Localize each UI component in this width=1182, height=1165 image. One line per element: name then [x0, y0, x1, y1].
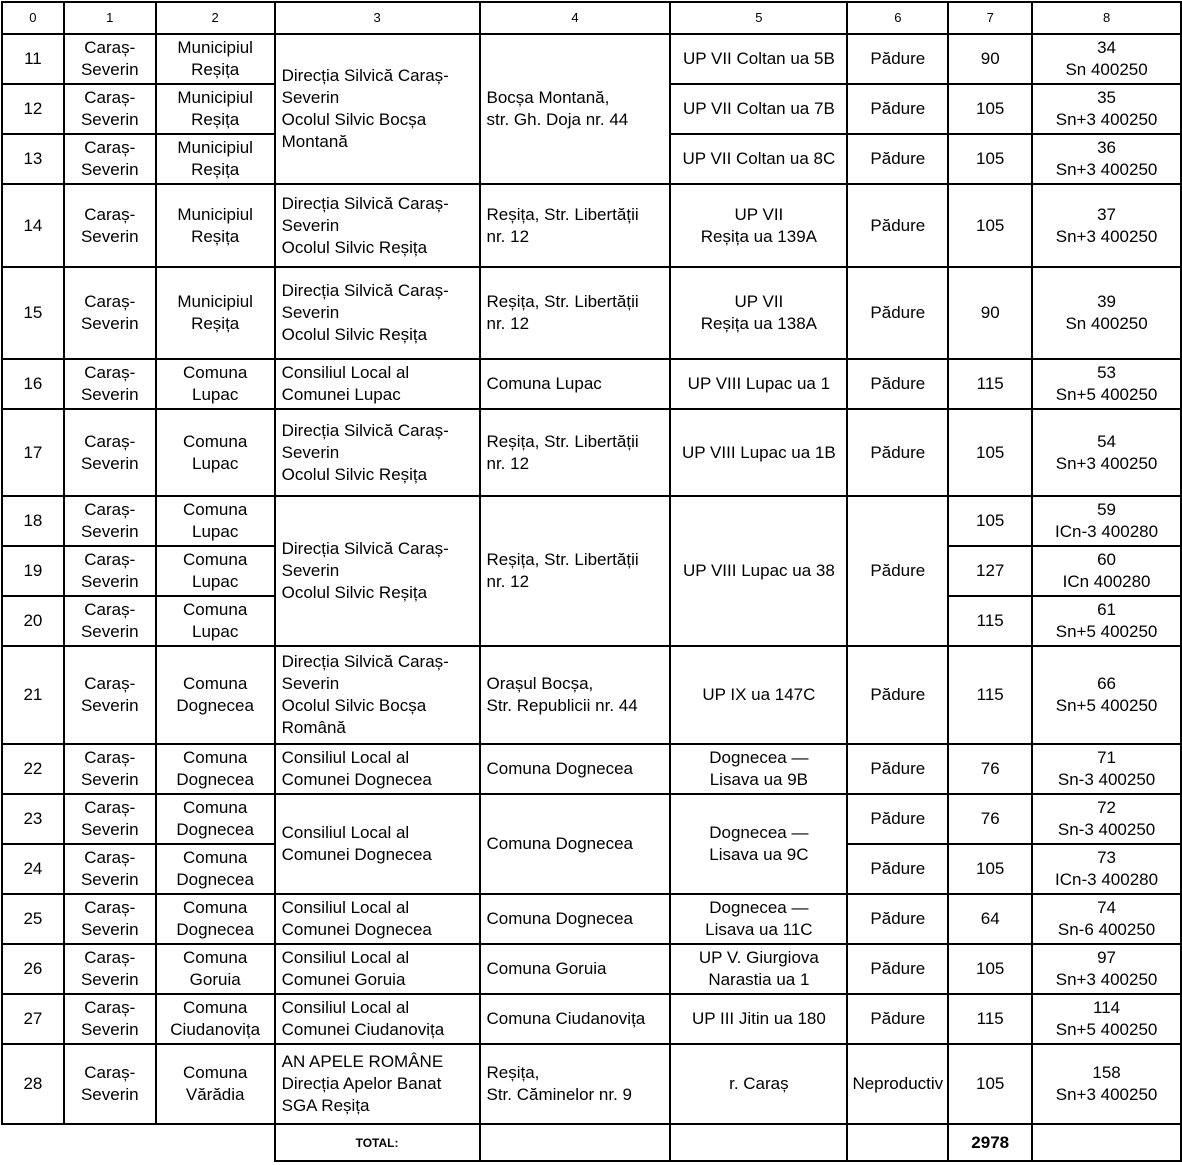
parcel-cell: UP VIII Lupac ua 38: [670, 496, 847, 646]
code-cell: 61 Sn+5 400250: [1032, 596, 1181, 646]
address-cell: Comuna Dognecea: [480, 744, 671, 794]
height-cell: 127: [948, 546, 1032, 596]
code-cell: 34 Sn 400250: [1032, 34, 1181, 84]
code-cell: 74 Sn-6 400250: [1032, 894, 1181, 944]
locality-cell: Municipiul Reșița: [156, 184, 275, 267]
code-cell: 54 Sn+3 400250: [1032, 409, 1181, 496]
code-cell: 37 Sn+3 400250: [1032, 184, 1181, 267]
code-cell: 73 ICn-3 400280: [1032, 844, 1181, 894]
address-cell: Comuna Ciudanovița: [480, 994, 671, 1044]
table-row: [2, 359, 1181, 409]
header-row: [2, 2, 1181, 34]
empty-cell: [480, 1124, 671, 1161]
county-cell: Caraș- Severin: [64, 496, 156, 546]
county-cell: Caraș- Severin: [64, 84, 156, 134]
height-cell: 76: [948, 794, 1032, 844]
height-cell: 105: [948, 84, 1032, 134]
address-cell: Comuna Goruia: [480, 944, 671, 994]
row-number: 23: [2, 794, 64, 844]
height-cell: 105: [948, 944, 1032, 994]
column-header: 7: [948, 2, 1032, 34]
locality-cell: Comuna Ciudanovița: [156, 994, 275, 1044]
administrator-cell: Consiliul Local al Comunei Dognecea: [275, 894, 480, 944]
category-cell: Pădure: [847, 844, 948, 894]
table-row: [2, 994, 1181, 1044]
administrator-cell: Direcția Silvică Caraș- Severin Ocolul Silvic Reșița: [275, 184, 480, 267]
county-cell: Caraș- Severin: [64, 944, 156, 994]
category-cell: Pădure: [847, 359, 948, 409]
county-cell: Caraș- Severin: [64, 184, 156, 267]
row-number: 27: [2, 994, 64, 1044]
column-header: 6: [847, 2, 948, 34]
category-cell: Pădure: [847, 84, 948, 134]
table-row: [2, 34, 1181, 84]
empty-cell: [670, 1124, 847, 1161]
locality-cell: Comuna Dognecea: [156, 794, 275, 844]
category-cell: Neproductiv: [847, 1044, 948, 1124]
table-row: [2, 1044, 1181, 1124]
parcel-cell: UP III Jitin ua 180: [670, 994, 847, 1044]
parcel-cell: UP VII Reșița ua 138A: [670, 267, 847, 359]
row-number: 13: [2, 134, 64, 184]
row-number: 11: [2, 34, 64, 84]
locality-cell: Municipiul Reșița: [156, 84, 275, 134]
parcel-cell: Dognecea — Lisava ua 11C: [670, 894, 847, 944]
locality-cell: Comuna Dognecea: [156, 744, 275, 794]
category-cell: Pădure: [847, 894, 948, 944]
row-number: 24: [2, 844, 64, 894]
locality-cell: Comuna Lupac: [156, 359, 275, 409]
height-cell: 105: [948, 844, 1032, 894]
address-cell: Reșița, Str. Libertății nr. 12: [480, 496, 671, 646]
administrator-cell: Consiliul Local al Comunei Dognecea: [275, 744, 480, 794]
address-cell: Reșița, Str. Libertății nr. 12: [480, 267, 671, 359]
parcel-cell: UP VII Coltan ua 5B: [670, 34, 847, 84]
row-number: 19: [2, 546, 64, 596]
total-row: [2, 1124, 1181, 1161]
county-cell: Caraș- Severin: [64, 409, 156, 496]
table-row: [2, 744, 1181, 794]
county-cell: Caraș- Severin: [64, 646, 156, 744]
land-register-table: [1, 1, 1182, 1162]
row-number: 16: [2, 359, 64, 409]
height-cell: 115: [948, 359, 1032, 409]
row-number: 17: [2, 409, 64, 496]
empty-cell: [847, 1124, 948, 1161]
administrator-cell: Direcția Silvică Caraș- Severin Ocolul Silvic Bocșa Montană: [275, 34, 480, 184]
administrator-cell: Direcția Silvică Caraș- Severin Ocolul Silvic Reșița: [275, 267, 480, 359]
code-cell: 114 Sn+5 400250: [1032, 994, 1181, 1044]
column-header: 5: [670, 2, 847, 34]
parcel-cell: UP VII Coltan ua 7B: [670, 84, 847, 134]
height-cell: 105: [948, 184, 1032, 267]
category-cell: Pădure: [847, 744, 948, 794]
administrator-cell: Direcția Silvică Caraș- Severin Ocolul Silvic Bocșa Română: [275, 646, 480, 744]
address-cell: Bocșa Montană, str. Gh. Doja nr. 44: [480, 34, 671, 184]
code-cell: 66 Sn+5 400250: [1032, 646, 1181, 744]
parcel-cell: UP V. Giurgiova Narastia ua 1: [670, 944, 847, 994]
column-header: 2: [156, 2, 275, 34]
table-row: [2, 646, 1181, 744]
column-header: 3: [275, 2, 480, 34]
category-cell: Pădure: [847, 496, 948, 646]
administrator-cell: Consiliul Local al Comunei Goruia: [275, 944, 480, 994]
code-cell: 97 Sn+3 400250: [1032, 944, 1181, 994]
locality-cell: Municipiul Reșița: [156, 267, 275, 359]
administrator-cell: AN APELE ROMÂNE Direcția Apelor Banat SGA Reșița: [275, 1044, 480, 1124]
empty-cell: [1032, 1124, 1181, 1161]
code-cell: 72 Sn-3 400250: [1032, 794, 1181, 844]
category-cell: Pădure: [847, 34, 948, 84]
address-cell: Reșița, Str. Căminelor nr. 9: [480, 1044, 671, 1124]
locality-cell: Comuna Goruia: [156, 944, 275, 994]
parcel-cell: Dognecea — Lisava ua 9B: [670, 744, 847, 794]
address-cell: Comuna Dognecea: [480, 894, 671, 944]
county-cell: Caraș- Severin: [64, 596, 156, 646]
administrator-cell: Consiliul Local al Comunei Ciudanovița: [275, 994, 480, 1044]
county-cell: Caraș- Severin: [64, 267, 156, 359]
locality-cell: Municipiul Reșița: [156, 34, 275, 84]
parcel-cell: Dognecea — Lisava ua 9C: [670, 794, 847, 894]
row-number: 26: [2, 944, 64, 994]
category-cell: Pădure: [847, 134, 948, 184]
table-row: [2, 184, 1181, 267]
locality-cell: Comuna Dognecea: [156, 646, 275, 744]
address-cell: Reșița, Str. Libertății nr. 12: [480, 184, 671, 267]
row-number: 22: [2, 744, 64, 794]
column-header: 4: [480, 2, 671, 34]
column-header: 0: [2, 2, 64, 34]
county-cell: Caraș- Severin: [64, 1044, 156, 1124]
address-cell: Comuna Lupac: [480, 359, 671, 409]
category-cell: Pădure: [847, 794, 948, 844]
row-number: 14: [2, 184, 64, 267]
code-cell: 36 Sn+3 400250: [1032, 134, 1181, 184]
empty-cell: [2, 1124, 275, 1161]
height-cell: 105: [948, 1044, 1032, 1124]
total-value: 2978: [948, 1124, 1032, 1161]
code-cell: 71 Sn-3 400250: [1032, 744, 1181, 794]
county-cell: Caraș- Severin: [64, 546, 156, 596]
category-cell: Pădure: [847, 184, 948, 267]
parcel-cell: UP IX ua 147C: [670, 646, 847, 744]
row-number: 12: [2, 84, 64, 134]
county-cell: Caraș- Severin: [64, 844, 156, 894]
locality-cell: Municipiul Reșița: [156, 134, 275, 184]
parcel-cell: r. Caraș: [670, 1044, 847, 1124]
total-label: TOTAL:: [275, 1124, 480, 1161]
category-cell: Pădure: [847, 267, 948, 359]
row-number: 15: [2, 267, 64, 359]
column-header: 8: [1032, 2, 1181, 34]
row-number: 21: [2, 646, 64, 744]
locality-cell: Comuna Lupac: [156, 409, 275, 496]
locality-cell: Comuna Dognecea: [156, 844, 275, 894]
county-cell: Caraș- Severin: [64, 994, 156, 1044]
height-cell: 105: [948, 409, 1032, 496]
table-row: [2, 894, 1181, 944]
locality-cell: Comuna Lupac: [156, 496, 275, 546]
locality-cell: Comuna Vărădia: [156, 1044, 275, 1124]
administrator-cell: Direcția Silvică Caraș- Severin Ocolul Silvic Reșița: [275, 496, 480, 646]
county-cell: Caraș- Severin: [64, 894, 156, 944]
category-cell: Pădure: [847, 646, 948, 744]
row-number: 25: [2, 894, 64, 944]
address-cell: Comuna Dognecea: [480, 794, 671, 894]
height-cell: 90: [948, 34, 1032, 84]
parcel-cell: UP VIII Lupac ua 1B: [670, 409, 847, 496]
table-row: [2, 496, 1181, 546]
table-row: [2, 409, 1181, 496]
height-cell: 115: [948, 646, 1032, 744]
code-cell: 158 Sn+3 400250: [1032, 1044, 1181, 1124]
height-cell: 76: [948, 744, 1032, 794]
locality-cell: Comuna Dognecea: [156, 894, 275, 944]
parcel-cell: UP VII Coltan ua 8C: [670, 134, 847, 184]
county-cell: Caraș- Severin: [64, 359, 156, 409]
code-cell: 39 Sn 400250: [1032, 267, 1181, 359]
code-cell: 53 Sn+5 400250: [1032, 359, 1181, 409]
locality-cell: Comuna Lupac: [156, 596, 275, 646]
county-cell: Caraș- Severin: [64, 34, 156, 84]
category-cell: Pădure: [847, 994, 948, 1044]
table-row: [2, 267, 1181, 359]
code-cell: 59 ICn-3 400280: [1032, 496, 1181, 546]
code-cell: 60 ICn 400280: [1032, 546, 1181, 596]
county-cell: Caraș- Severin: [64, 744, 156, 794]
code-cell: 35 Sn+3 400250: [1032, 84, 1181, 134]
administrator-cell: Direcția Silvică Caraș- Severin Ocolul Silvic Reșița: [275, 409, 480, 496]
height-cell: 105: [948, 496, 1032, 546]
locality-cell: Comuna Lupac: [156, 546, 275, 596]
category-cell: Pădure: [847, 409, 948, 496]
row-number: 18: [2, 496, 64, 546]
category-cell: Pădure: [847, 944, 948, 994]
administrator-cell: Consiliul Local al Comunei Lupac: [275, 359, 480, 409]
height-cell: 105: [948, 134, 1032, 184]
height-cell: 90: [948, 267, 1032, 359]
height-cell: 115: [948, 596, 1032, 646]
administrator-cell: Consiliul Local al Comunei Dognecea: [275, 794, 480, 894]
parcel-cell: UP VII Reșița ua 139A: [670, 184, 847, 267]
height-cell: 64: [948, 894, 1032, 944]
column-header: 1: [64, 2, 156, 34]
table-row: [2, 794, 1181, 844]
height-cell: 115: [948, 994, 1032, 1044]
row-number: 28: [2, 1044, 64, 1124]
county-cell: Caraș- Severin: [64, 134, 156, 184]
address-cell: Reșița, Str. Libertății nr. 12: [480, 409, 671, 496]
parcel-cell: UP VIII Lupac ua 1: [670, 359, 847, 409]
county-cell: Caraș- Severin: [64, 794, 156, 844]
table-row: [2, 944, 1181, 994]
row-number: 20: [2, 596, 64, 646]
address-cell: Orașul Bocșa, Str. Republicii nr. 44: [480, 646, 671, 744]
